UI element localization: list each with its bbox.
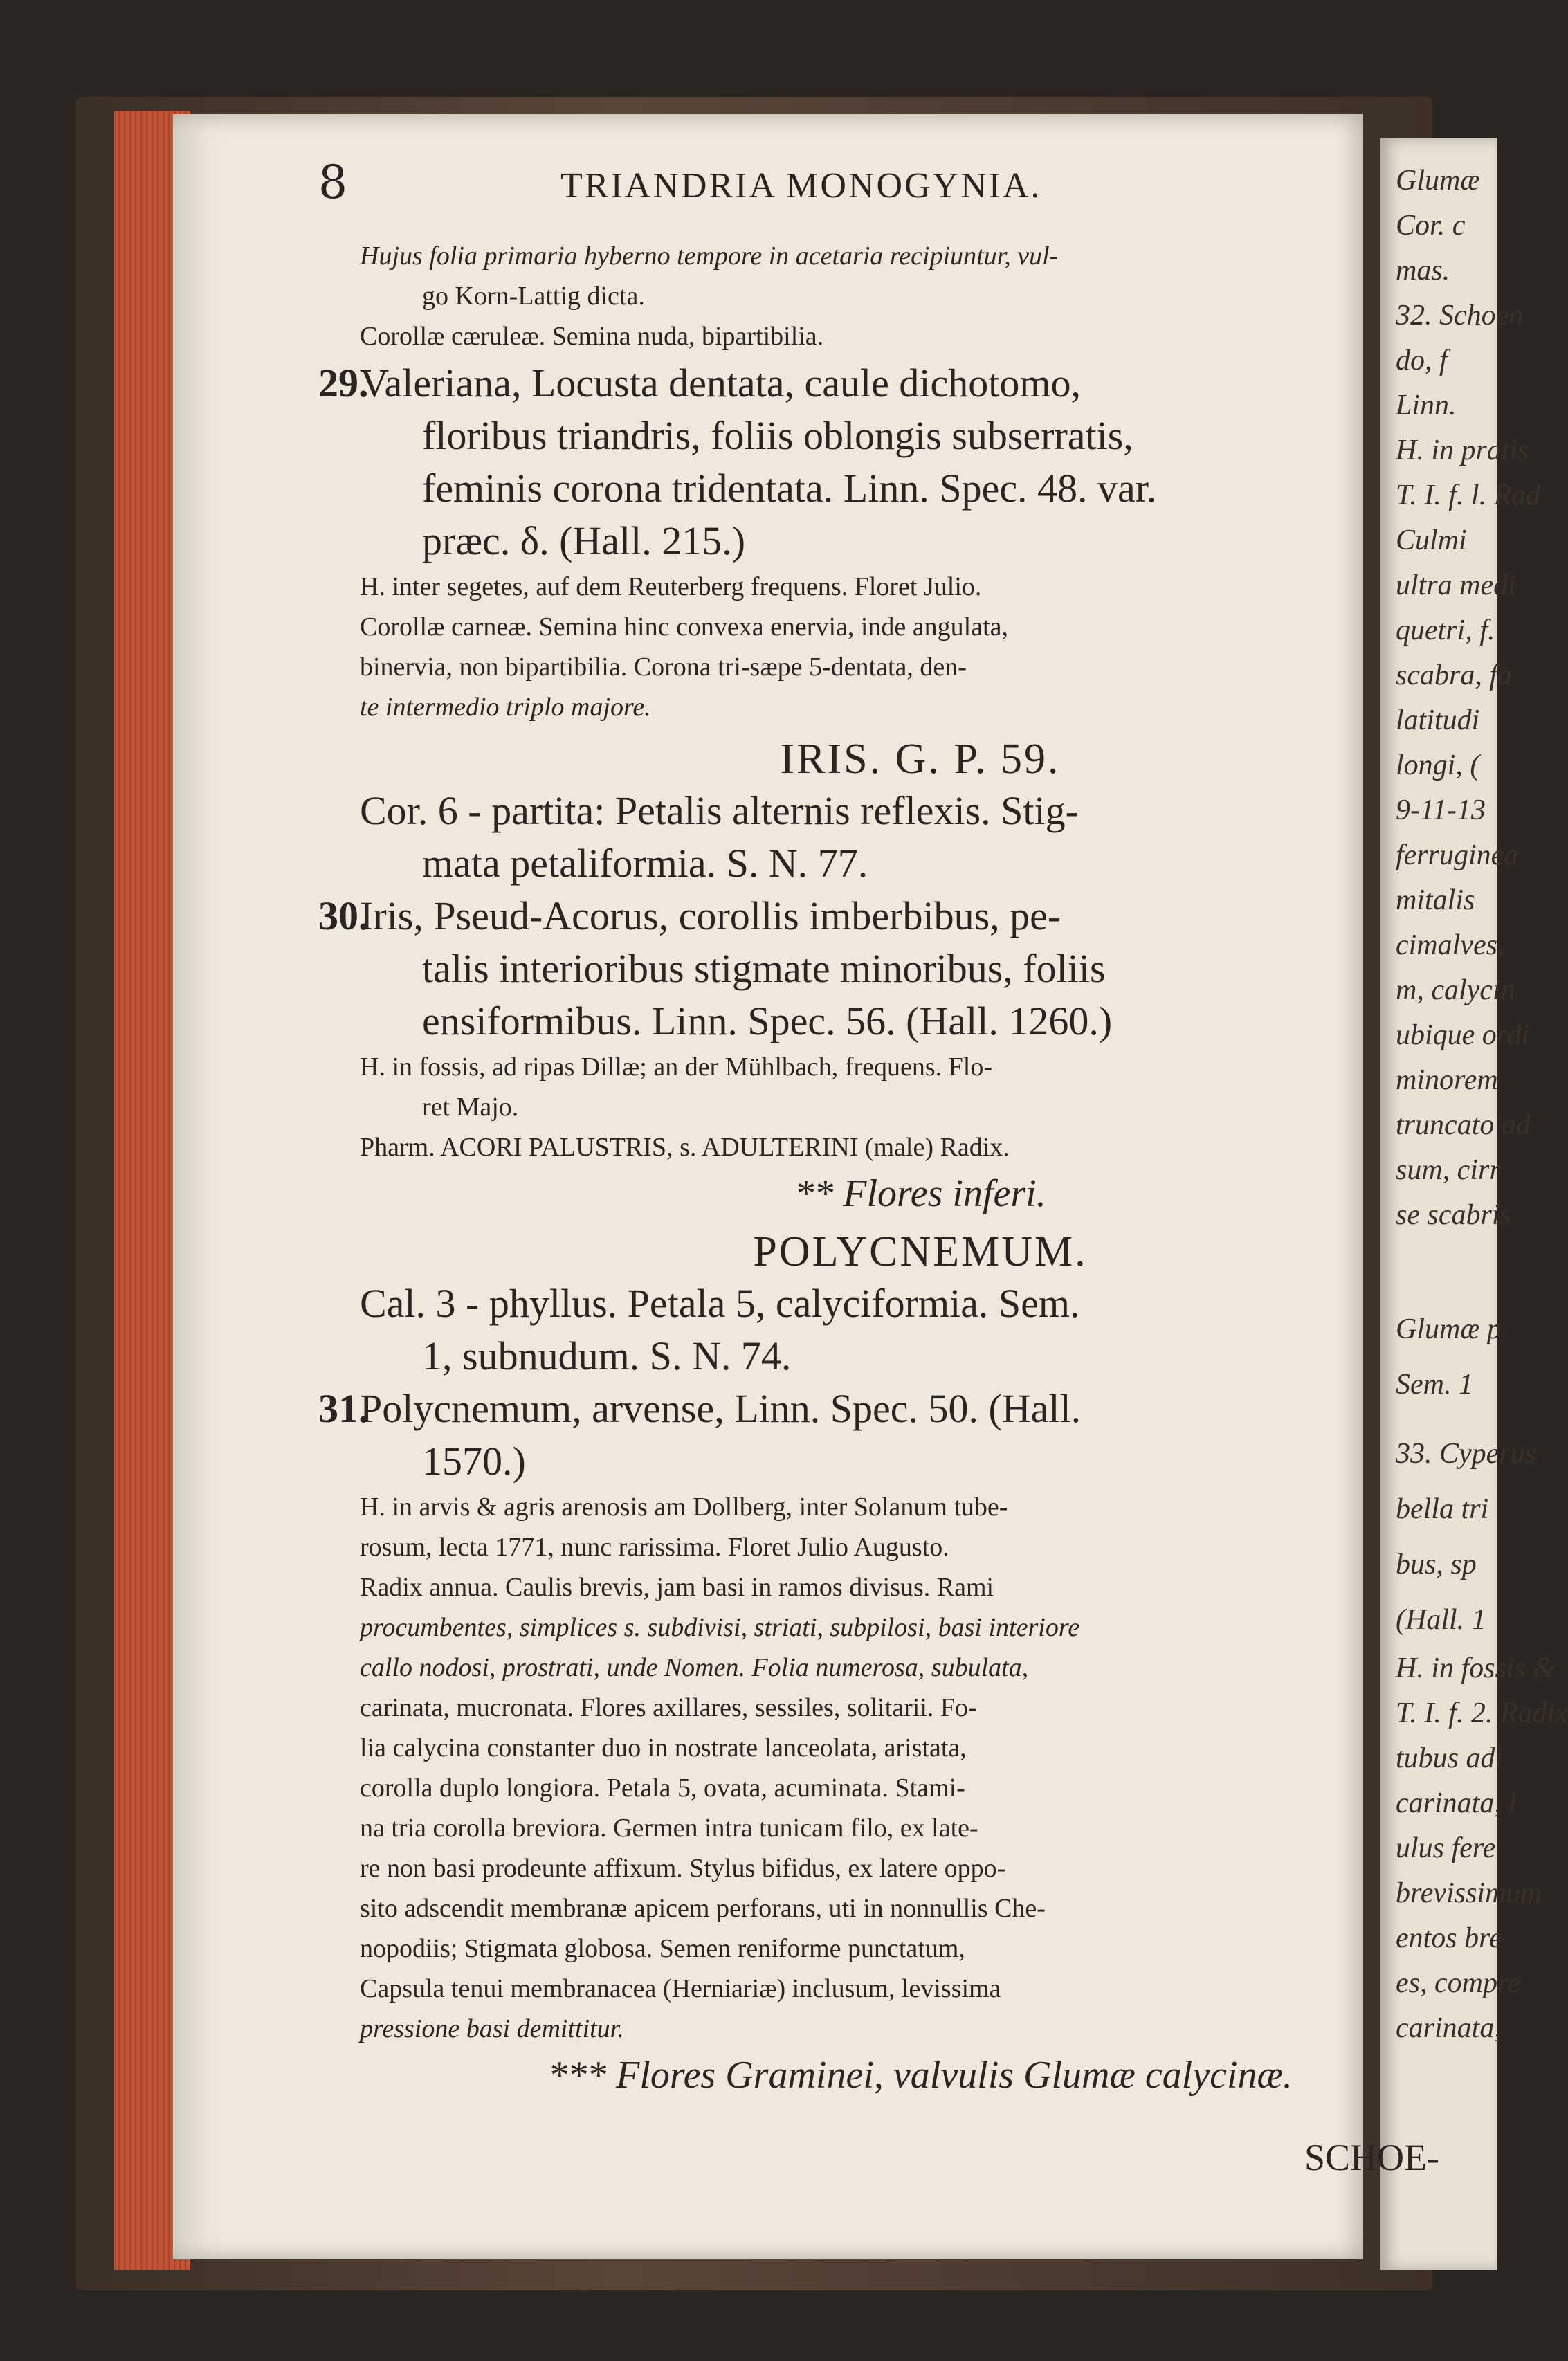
- species-entry-31: [318, 1385, 1481, 1433]
- note-line: te intermedio triplo majore.: [360, 693, 651, 722]
- facing-line: sum, cirr: [1396, 1154, 1501, 1186]
- description-line: Capsula tenui membranacea (Herniariæ) inclusum, levissima: [360, 1974, 1001, 2003]
- facing-line: minorem: [1396, 1064, 1498, 1096]
- facing-line: 32. Schoen: [1396, 300, 1524, 331]
- note-line: binervia, non bipartibilia. Corona tri-sæpe 5-dentata, den-: [360, 653, 967, 682]
- page-header: [173, 156, 1363, 211]
- facing-line: es, compre: [1396, 1967, 1521, 1999]
- facing-line: H. in pratis: [1396, 435, 1529, 466]
- facing-line: bella tri: [1396, 1493, 1489, 1525]
- running-head: TRIANDRIA MONOGYNIA.: [560, 166, 1042, 206]
- facing-line: T. I. f. 2. Radix: [1396, 1697, 1568, 1729]
- description-line: Radix annua. Caulis brevis, jam basi in ramos divisus. Rami: [360, 1573, 994, 1602]
- facing-line: ferruginea: [1396, 839, 1519, 871]
- entry-number: 31.: [318, 1386, 369, 1431]
- description-line: rosum, lecta 1771, nunc rarissima. Floret Julio Augusto.: [360, 1533, 949, 1562]
- description-line: pressione basi demittitur.: [360, 2014, 624, 2043]
- section-heading-flores-inferi: ** Flores inferi.: [794, 1172, 1046, 1215]
- section-heading-flores-graminei: *** Flores Graminei, valvulis Glumæ calycinæ.: [548, 2054, 1293, 2097]
- entry-line: Polycnemum, arvense, Linn. Spec. 50. (Hall.: [360, 1386, 1082, 1431]
- facing-line: Linn.: [1396, 390, 1457, 421]
- entry-line: talis interioribus stigmate minoribus, foliis: [422, 946, 1106, 991]
- facing-line: ubique ordi: [1396, 1019, 1530, 1051]
- facing-line: tubus adi: [1396, 1742, 1504, 1774]
- facing-line: Glumæ p: [1396, 1313, 1502, 1345]
- species-entry-29: [318, 359, 1481, 408]
- description-line: re non basi prodeunte affixum. Stylus bifidus, ex latere oppo-: [360, 1854, 1006, 1883]
- facing-line: cimalves,: [1396, 929, 1505, 961]
- description-line: corolla duplo longiora. Petala 5, ovata, acuminata. Stami-: [360, 1774, 965, 1803]
- facing-line: bus, sp: [1396, 1549, 1477, 1580]
- habitat-line: H. in arvis & agris arenosis am Dollberg, inter Solanum tube-: [360, 1493, 1008, 1522]
- entry-line: 1570.): [422, 1439, 526, 1484]
- genus-character: 1, subnudum. S. N. 74.: [422, 1333, 792, 1378]
- facing-line: 33. Cyperus: [1396, 1438, 1536, 1470]
- habitat-line: H. inter segetes, auf dem Reuterberg frequens. Floret Julio.: [360, 572, 982, 601]
- facing-line: H. in fossis &: [1396, 1652, 1556, 1684]
- description-line: lia calycina constanter duo in nostrate lanceolata, aristata,: [360, 1733, 967, 1762]
- genus-heading-polycnemum: POLYCNEMUM.: [753, 1228, 1088, 1275]
- note-line: Hujus folia primaria hyberno tempore in acetaria recipiuntur, vul-: [360, 241, 1059, 271]
- facing-line: latitudi: [1396, 704, 1480, 736]
- facing-line: quetri, f.: [1396, 614, 1495, 646]
- description-line: carinata, mucronata. Flores axillares, sessiles, solitarii. Fo-: [360, 1693, 977, 1722]
- description-line: na tria corolla breviora. Germen intra tunicam filo, ex late-: [360, 1814, 978, 1843]
- facing-line: carinata,: [1396, 2012, 1502, 2044]
- facing-line: Glumæ: [1396, 165, 1480, 197]
- facing-line: carinata, l: [1396, 1787, 1517, 1819]
- facing-line: ulus fere: [1396, 1832, 1496, 1864]
- entry-number: 29.: [318, 361, 369, 405]
- note-line: go Korn-Lattig dicta.: [422, 282, 645, 311]
- genus-heading-iris: IRIS. G. P. 59.: [780, 736, 1061, 783]
- description-line: sito adscendit membranæ apicem perforans, uti in nonnullis Che-: [360, 1894, 1046, 1923]
- pharmacopoeia-line: Pharm. ACORI PALUSTRIS, s. ADULTERINI (male) Radix.: [360, 1133, 1010, 1162]
- facing-line: ultra medi: [1396, 569, 1516, 601]
- entry-number: 30.: [318, 893, 369, 938]
- entry-line: ensiformibus. Linn. Spec. 56. (Hall. 1260.): [422, 999, 1113, 1043]
- facing-line: mas.: [1396, 255, 1450, 286]
- description-line: callo nodosi, prostrati, unde Nomen. Folia numerosa, subulata,: [360, 1653, 1029, 1682]
- note-line: Corollæ cæruleæ. Semina nuda, bipartibilia.: [360, 322, 824, 351]
- entry-line: Iris, Pseud-Acorus, corollis imberbibus, pe-: [360, 893, 1061, 938]
- facing-line: mitalis: [1396, 884, 1475, 916]
- habitat-line: H. in fossis, ad ripas Dillæ; an der Mühlbach, frequens. Flo-: [360, 1052, 992, 1082]
- genus-character: Cal. 3 - phyllus. Petala 5, calyciformia. Sem.: [360, 1281, 1080, 1326]
- facing-line: Cor. c: [1396, 210, 1466, 241]
- facing-line: brevissimum: [1396, 1877, 1542, 1909]
- facing-line: Sem. 1: [1396, 1369, 1473, 1401]
- page-body: [318, 239, 1481, 2216]
- description-line: nopodiis; Stigmata globosa. Semen reniforme punctatum,: [360, 1934, 965, 1963]
- description-line: procumbentes, simplices s. subdivisi, striati, subpilosi, basi interiore: [360, 1613, 1080, 1642]
- facing-line: (Hall. 1: [1396, 1604, 1486, 1636]
- facing-line: m, calycin: [1396, 974, 1515, 1006]
- facing-line: Culmi: [1396, 525, 1467, 556]
- page-number: 8: [318, 156, 347, 209]
- facing-line: longi, (: [1396, 749, 1480, 781]
- entry-line: feminis corona tridentata. Linn. Spec. 48. var.: [422, 466, 1157, 511]
- catchword: SCHOE-: [1304, 2137, 1439, 2178]
- facing-line: scabra, fa: [1396, 659, 1512, 691]
- facing-line: truncato ad: [1396, 1109, 1531, 1141]
- facing-line: T. I. f. l. Rad: [1396, 480, 1541, 511]
- facing-line: 9-11-13: [1396, 794, 1486, 826]
- genus-character: mata petaliformia. S. N. 77.: [422, 841, 868, 886]
- facing-line: se scabris: [1396, 1199, 1511, 1231]
- entry-line: præc. δ. (Hall. 215.): [422, 518, 746, 563]
- genus-character: Cor. 6 - partita: Petalis alternis reflexis. Stig-: [360, 788, 1079, 833]
- facing-line: do, f: [1396, 345, 1448, 376]
- habitat-line: ret Majo.: [422, 1093, 519, 1122]
- species-entry-30: [318, 892, 1481, 940]
- entry-line: floribus triandris, foliis oblongis subserratis,: [422, 413, 1133, 458]
- note-line: Corollæ carneæ. Semina hinc convexa enervia, inde angulata,: [360, 612, 1009, 641]
- entry-line: Valeriana, Locusta dentata, caule dichotomo,: [360, 361, 1081, 405]
- facing-line: entos bre: [1396, 1922, 1502, 1954]
